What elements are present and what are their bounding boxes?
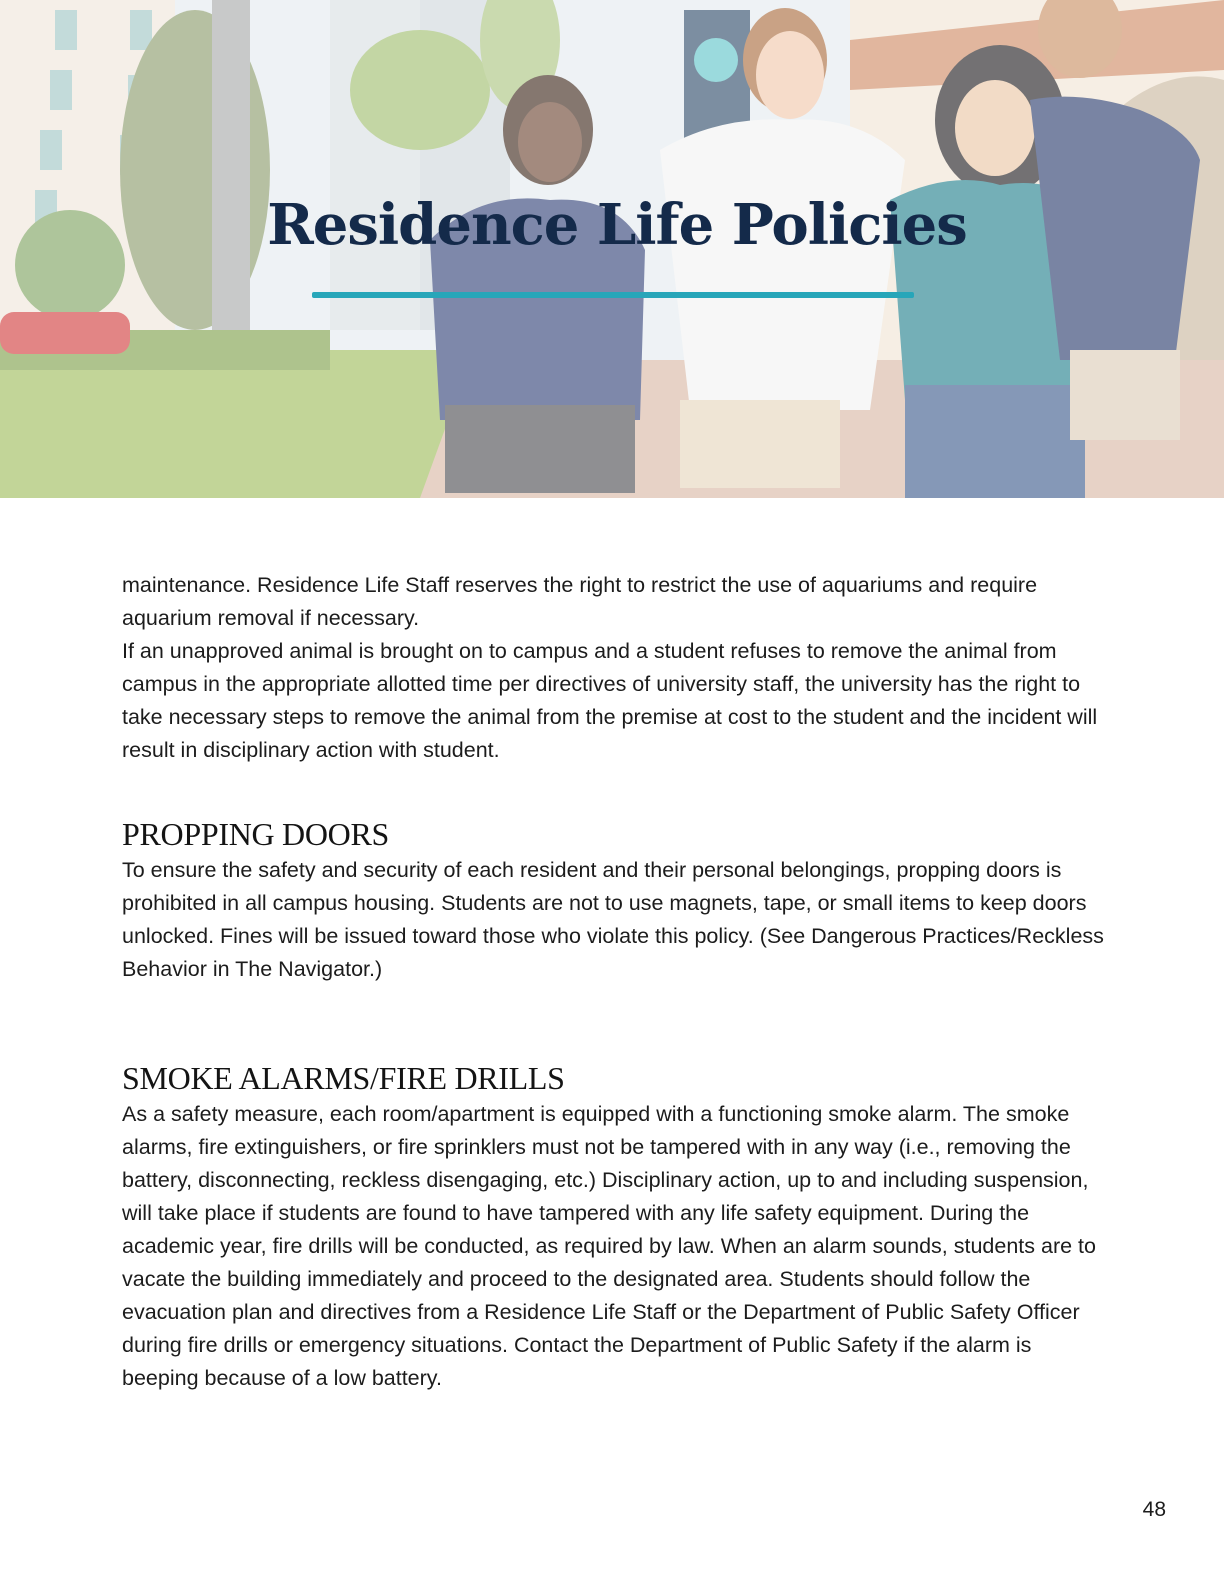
section-heading-propping-doors: PROPPING DOORS: [122, 816, 389, 852]
main-content: [122, 569, 1104, 1395]
section-heading-smoke-alarms: SMOKE ALARMS/FIRE DRILLS: [122, 1060, 565, 1096]
section-body-propping-doors: To ensure the safety and security of each resident and their personal belongings, propping doors is prohibited in all campus housing. Students are not to use magnets, tape, or small items to keep doors unlocked. Fines will be issued toward those who violate this policy. (See Dangerous Practices/Reckless Behavior in The Navigator.): [122, 858, 1104, 981]
page-number: 48: [1142, 1498, 1166, 1521]
page-title: Residence Life Policies: [267, 192, 967, 258]
section-body-smoke-alarms: As a safety measure, each room/apartment is equipped with a functioning smoke alarm. The smoke alarms, fire extinguishers, or fire sprinklers must not be tampered with in any way (i.e., removing the battery, disconnecting, reckless disengaging, etc.) Disciplinary action, up to and including suspension, will take place if students are found to have tampered with any life safety equipment. During the academic year, fire drills will be conducted, as required by law. When an alarm sounds, students are to vacate the building immediately and proceed to the designated area. Students should follow the evacuation plan and directives from a Residence Life Staff or the Department of Public Safety Officer during fire drills or emergency situations. Contact the Department of Public Safety if the alarm is beeping because of a low battery.: [122, 1102, 1096, 1390]
hero-banner: [0, 0, 1224, 498]
title-underline: [312, 292, 914, 298]
intro-paragraph-2: If an unapproved animal is brought on to campus and a student refuses to remove the animal from campus in the appropriate allotted time per directives of university staff, the university has the right to take necessary steps to remove the animal from the premise at cost to the student and the incident will result in disciplinary action with student.: [122, 639, 1098, 762]
intro-paragraph-1: maintenance. Residence Life Staff reserves the right to restrict the use of aquariums and require aquarium removal if necessary.: [122, 573, 1038, 630]
